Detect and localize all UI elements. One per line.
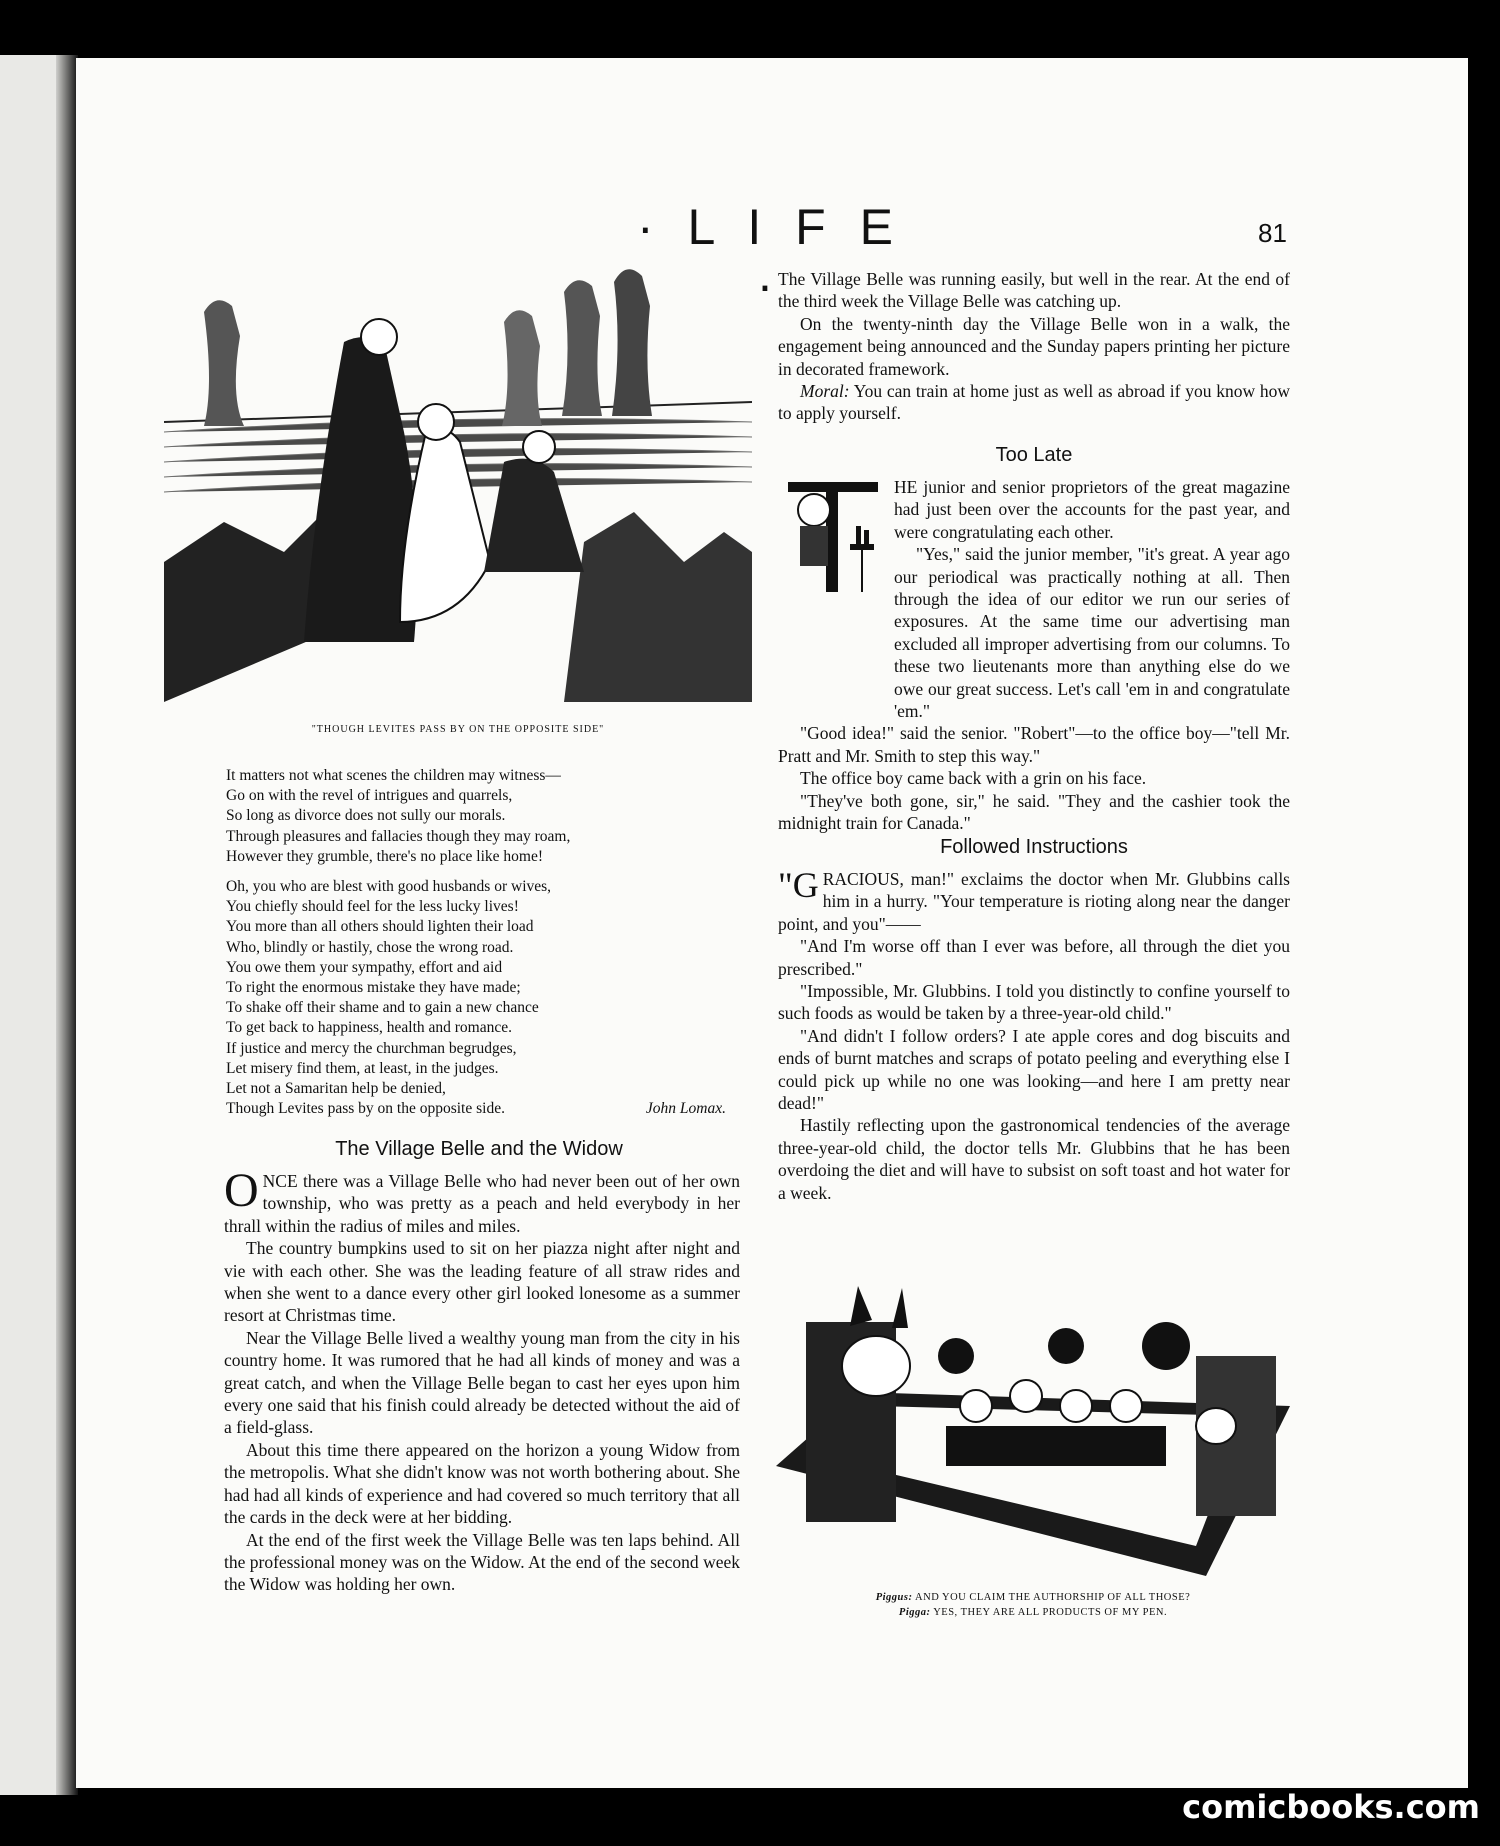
poem-line: So long as divorce does not sully our morals.: [226, 807, 506, 825]
paragraph: On the twenty-ninth day the Village Belle won in a walk, the engagement being announced and the Sunday papers printing her picture in decorated framework.: [778, 313, 1290, 379]
poem-line: Go on with the revel of intrigues and quarrels,: [226, 787, 513, 805]
moral-label: Moral:: [800, 381, 850, 402]
poem-line: However they grumble, there's no place like home!: [226, 847, 543, 865]
dropcap: O: [224, 1164, 259, 1217]
paragraph: About this time there appeared on the horizon a young Widow from the metropolis. What she didn't know was not worth bothering about. She had had all kinds of experience and had covered so much territory that all the cards in the deck were at her bidding.: [224, 1439, 740, 1528]
paragraph: Hastily reflecting upon the gastronomical tendencies of the average three-year-old child, the doctor tells Mr. Glubbins that he has been overdoing the diet and will have to subsist on soft toast and hot water for a week.: [778, 1115, 1290, 1203]
poem-line: Through pleasures and fallacies though they may roam,: [226, 827, 571, 845]
poem-line: To get back to happiness, health and romance.: [226, 1019, 513, 1037]
paragraph: "And didn't I follow orders? I ate apple cores and dog biscuits and ends of burnt matches and scraps of potato peeling and everything else I could pick up while no one was looking—and here I am pretty near dead!": [778, 1025, 1290, 1114]
paragraph: RACIOUS, man!" exclaims the doctor when Mr. Glubbins calls him in a hurry. "Your temperature is rioting along near the danger point, and you"——: [778, 869, 1290, 934]
poem-line: It matters not what scenes the children may witness—: [226, 767, 561, 784]
paragraph: "They've both gone, sir," he said. "They and the cashier took the midnight train for Canada.": [778, 790, 1290, 834]
poem-line: If justice and mercy the churchman begrudges,: [226, 1039, 517, 1057]
article-village-belle-continued: [778, 268, 1290, 425]
poem-line: You owe them your sympathy, effort and aid: [226, 958, 503, 976]
poem-stanza-1: [226, 766, 726, 867]
poem-author: John Lomax.: [645, 1100, 726, 1118]
poem: [226, 766, 726, 1129]
article-village-belle: [224, 1164, 740, 1596]
paragraph: "Good idea!" said the senior. "Robert"—to the office boy—"tell Mr. Pratt and Mr. Smith to step this way.": [778, 723, 1290, 766]
poem-line: You chiefly should feel for the less lucky lives!: [226, 898, 519, 916]
paragraph: HE junior and senior proprietors of the great magazine had just been over the accounts for the past year, and were congratulating each other.: [894, 477, 1290, 542]
poem-line: To right the enormous mistake they have made;: [226, 979, 521, 997]
paragraph: The country bumpkins used to sit on her piazza night after night and vie with each other. She was the leading feature of all straw rides and when she went to a dance every other girl looked lonesome as a summer resort at Christmas time.: [224, 1238, 740, 1326]
caption-speaker: Pigga:: [898, 1607, 931, 1618]
watermark-logo: comicbooks.com: [1182, 1788, 1480, 1826]
poem-line: [226, 1099, 726, 1119]
paragraph: "And I'm worse off than I ever was before, all through the diet you prescribed.": [778, 936, 1290, 979]
caption-speaker: Piggus:: [875, 1592, 913, 1603]
dropcap: "G: [778, 865, 819, 905]
pigs-illustration: [776, 1256, 1290, 1582]
paragraph: NCE there was a Village Belle who had never been out of her own township, who was pretty as a peach and held everybody in her thrall within the radius of miles and miles.: [224, 1171, 740, 1236]
article-title-too-late: Too Late: [995, 444, 1073, 466]
poem-line-last: Though Levites pass by on the opposite side.: [226, 1100, 505, 1118]
article-too-late: [778, 476, 1290, 835]
article-title-village-belle: The Village Belle and the Widow: [335, 1138, 623, 1160]
paragraph: "Impossible, Mr. Glubbins. I told you distinctly to confine yourself to such foods as would be taken by a three-year-old child.": [778, 981, 1290, 1024]
poem-line: Let misery find them, at least, in the judges.: [226, 1059, 499, 1077]
paragraph: At the end of the first week the Village Belle was ten laps behind. All the professional money was on the Widow. At the end of the second week the Widow was holding her own.: [224, 1529, 740, 1595]
paragraph: "Yes," said the junior member, "it's great. A year ago our periodical was practically nothing at all. Then through the idea of our editor we run our series of exposures. At the same time our advertising man excluded all improper advertising from our columns. To these two lieutenants more than anything else do we owe our great success. Let's call 'em in and congratulate 'em.": [894, 544, 1290, 722]
top-illustration-caption: "THOUGH LEVITES PASS BY ON THE OPPOSITE SIDE": [311, 724, 605, 735]
article-followed-instructions: [778, 865, 1290, 1204]
caption-text: YES, THEY ARE ALL PRODUCTS OF MY PEN.: [930, 1607, 1168, 1618]
paragraph: The office boy came back with a grin on his face.: [800, 768, 1147, 789]
article-title-followed-instructions: Followed Instructions: [940, 836, 1128, 858]
pigs-illustration-caption: [776, 1590, 1290, 1620]
poem-line: To shake off their shame and to gain a new chance: [226, 999, 539, 1017]
gutter-shadow: [56, 55, 78, 1795]
magazine-title: · L I F E ·: [637, 199, 903, 313]
poem-stanza-2: [226, 877, 726, 1119]
poem-line: Oh, you who are blest with good husbands or wives,: [226, 878, 552, 896]
caption-text: AND YOU CLAIM THE AUTHORSHIP OF ALL THOSE?: [912, 1592, 1191, 1603]
page-number: 81: [1258, 218, 1287, 248]
poem-line: Let not a Samaritan help be denied,: [226, 1080, 446, 1098]
moral-text: You can train at home just as well as abroad if you know how to apply yourself.: [778, 381, 1290, 424]
paragraph: The Village Belle was running easily, but well in the rear. At the end of the third week the Village Belle was catching up.: [778, 269, 1290, 312]
top-illustration: [164, 262, 752, 716]
poem-line: You more than all others should lighten their load: [226, 918, 534, 936]
poem-line: Who, blindly or hastily, chose the wrong road.: [226, 938, 514, 956]
paragraph: Near the Village Belle lived a wealthy young man from the city in his country home. It was rumored that he had all kinds of money and was a great catch, and when the Village Belle began to cast her eyes upon him every one said that his finish could already be detected without the aid of a field-glass.: [224, 1327, 740, 1438]
